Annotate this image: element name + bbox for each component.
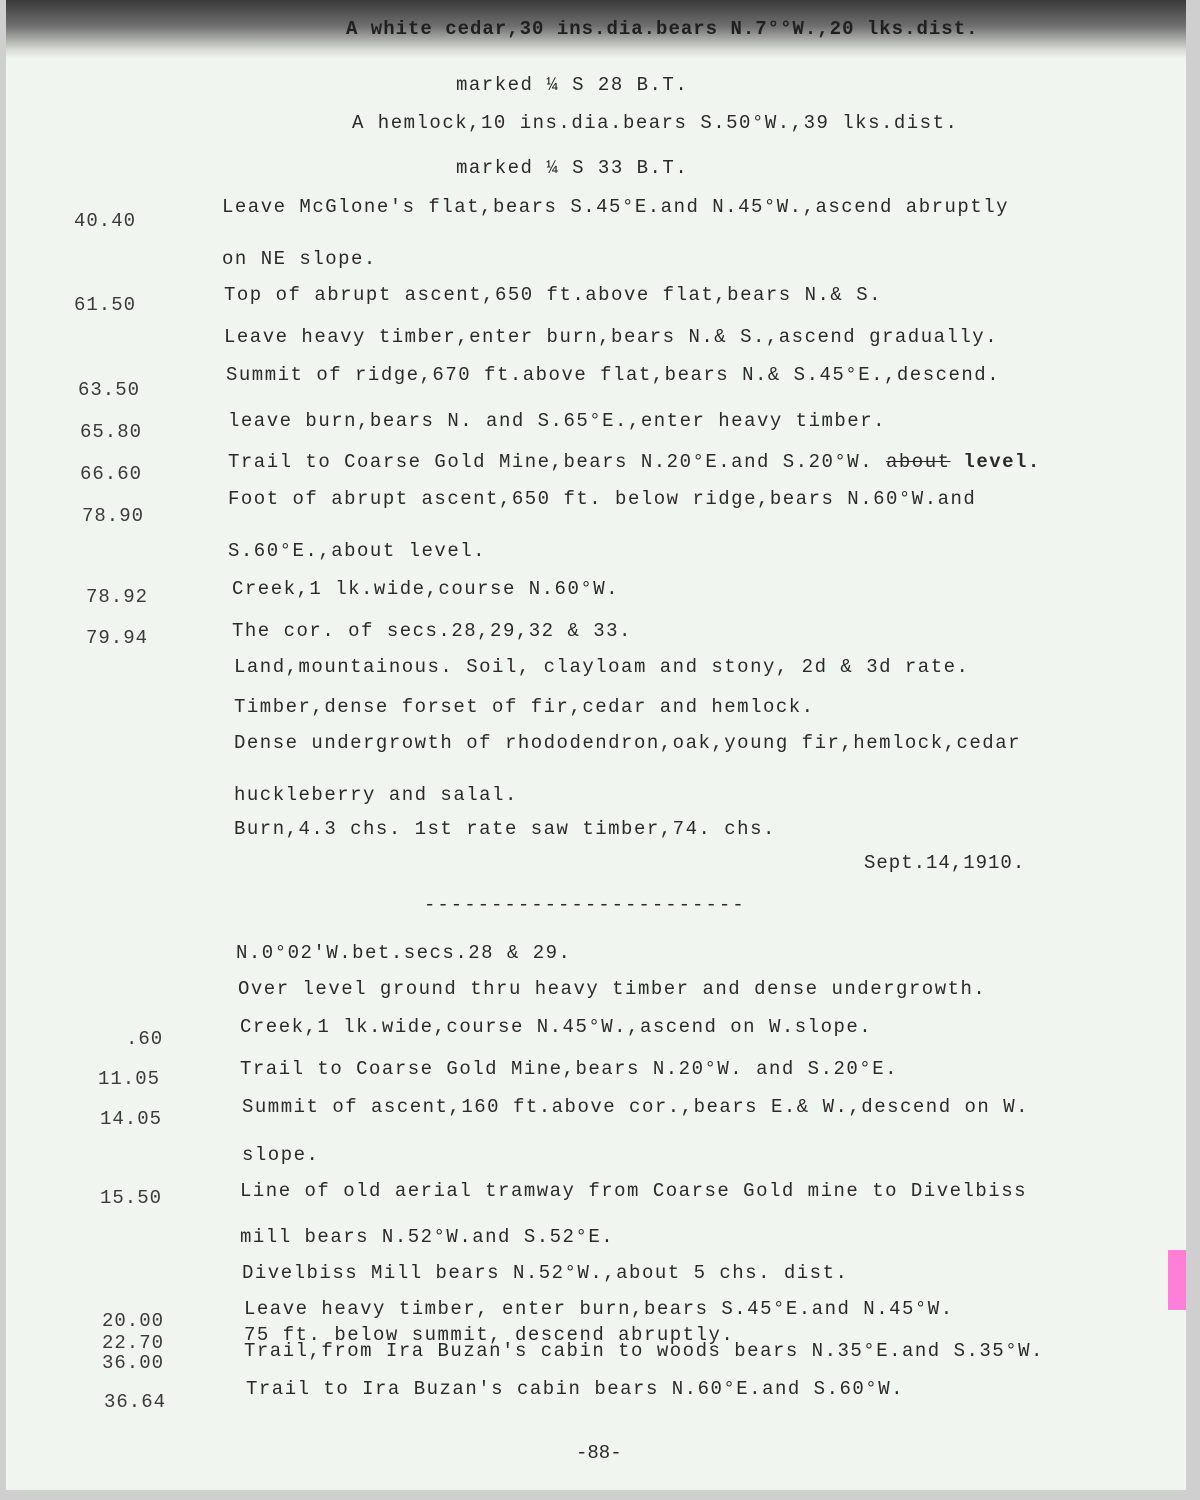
station-number: 36.00 bbox=[102, 1352, 165, 1374]
note-line: S.60°E.,about level. bbox=[228, 540, 487, 562]
note-line: Over level ground thru heavy timber and dense undergrowth. bbox=[238, 978, 987, 1000]
note-line: on NE slope. bbox=[222, 248, 377, 270]
note-line: Timber,dense forset of fir,cedar and hemlock. bbox=[234, 696, 815, 718]
note-line: Leave heavy timber,enter burn,bears N.& S.,ascend gradually. bbox=[224, 326, 999, 348]
header-partial-line: A white cedar,30 ins.dia.bears N.7°°W.,20 lks.dist. bbox=[346, 18, 979, 40]
station-number: 14.05 bbox=[100, 1108, 163, 1130]
station-number: 40.40 bbox=[74, 210, 137, 232]
station-number: 78.92 bbox=[86, 586, 149, 608]
station-number: .60 bbox=[126, 1028, 164, 1050]
note-line: Creek,1 lk.wide,course N.45°W.,ascend on W.slope. bbox=[240, 1016, 873, 1038]
head-line-hemlock: A hemlock,10 ins.dia.bears S.50°W.,39 lks.dist. bbox=[352, 112, 959, 134]
note-line: Summit of ridge,670 ft.above flat,bears N.& S.45°E.,descend. bbox=[226, 364, 1001, 386]
document-page bbox=[6, 0, 1186, 1490]
station-number: 63.50 bbox=[78, 379, 141, 401]
note-line: 75 ft. below summit, descend abruptly. bbox=[244, 1324, 735, 1346]
note-line: Dense undergrowth of rhododendron,oak,young fir,hemlock,cedar bbox=[234, 732, 1022, 754]
note-line: Line of old aerial tramway from Coarse Gold mine to Divelbiss bbox=[240, 1180, 1028, 1202]
note-line: mill bears N.52°W.and S.52°E. bbox=[240, 1226, 615, 1248]
note-line: Trail to Ira Buzan's cabin bears N.60°E.and S.60°W. bbox=[246, 1378, 904, 1400]
note-line: Foot of abrupt ascent,650 ft. below ridge,bears N.60°W.and bbox=[228, 488, 977, 510]
station-number: 65.80 bbox=[80, 421, 143, 443]
station-number: 66.60 bbox=[80, 463, 143, 485]
note-line: Trail to Coarse Gold Mine,bears N.20°E.and S.20°W. about level. bbox=[228, 451, 1041, 473]
station-number: 22.70 bbox=[102, 1332, 165, 1354]
station-number: 20.00 bbox=[102, 1310, 165, 1332]
note-line: Burn,4.3 chs. 1st rate saw timber,74. chs. bbox=[234, 818, 776, 840]
head-line-marked-28: marked ¼ S 28 B.T. bbox=[456, 74, 689, 96]
entry-date: Sept.14,1910. bbox=[864, 852, 1026, 874]
note-line: Leave heavy timber, enter burn,bears S.45°E.and N.45°W. bbox=[244, 1298, 954, 1320]
struck-word: about bbox=[886, 451, 951, 473]
station-number: 11.05 bbox=[98, 1068, 161, 1090]
note-line: Creek,1 lk.wide,course N.60°W. bbox=[232, 578, 620, 600]
section-divider: ------------------------ bbox=[424, 894, 746, 916]
station-number: 79.94 bbox=[86, 627, 149, 649]
note-line: Trail,from Ira Buzan's cabin to woods bears N.35°E.and S.35°W. bbox=[244, 1340, 1044, 1362]
note-line: Divelbiss Mill bears N.52°W.,about 5 chs. dist. bbox=[242, 1262, 849, 1284]
note-line: huckleberry and salal. bbox=[234, 784, 518, 806]
note-line: Trail to Coarse Gold Mine,bears N.20°W. and S.20°E. bbox=[240, 1058, 898, 1080]
note-line: Land,mountainous. Soil, clayloam and stony, 2d & 3d rate. bbox=[234, 656, 970, 678]
note-line: The cor. of secs.28,29,32 & 33. bbox=[232, 620, 632, 642]
note-line: slope. bbox=[242, 1144, 320, 1166]
station-number: 61.50 bbox=[74, 294, 137, 316]
section2-heading: N.0°02'W.bet.secs.28 & 29. bbox=[236, 942, 572, 964]
page-number: -88- bbox=[576, 1442, 622, 1464]
station-number: 36.64 bbox=[104, 1391, 167, 1413]
pink-tab-marker bbox=[1168, 1250, 1186, 1310]
head-line-marked-33: marked ¼ S 33 B.T. bbox=[456, 157, 689, 179]
note-line: Top of abrupt ascent,650 ft.above flat,bears N.& S. bbox=[224, 284, 882, 306]
note-line: Leave McGlone's flat,bears S.45°E.and N.45°W.,ascend abruptly bbox=[222, 196, 1010, 218]
station-number: 15.50 bbox=[100, 1187, 163, 1209]
note-line: leave burn,bears N. and S.65°E.,enter heavy timber. bbox=[228, 410, 886, 432]
note-line: Summit of ascent,160 ft.above cor.,bears E.& W.,descend on W. bbox=[242, 1096, 1030, 1118]
station-number: 78.90 bbox=[82, 505, 145, 527]
